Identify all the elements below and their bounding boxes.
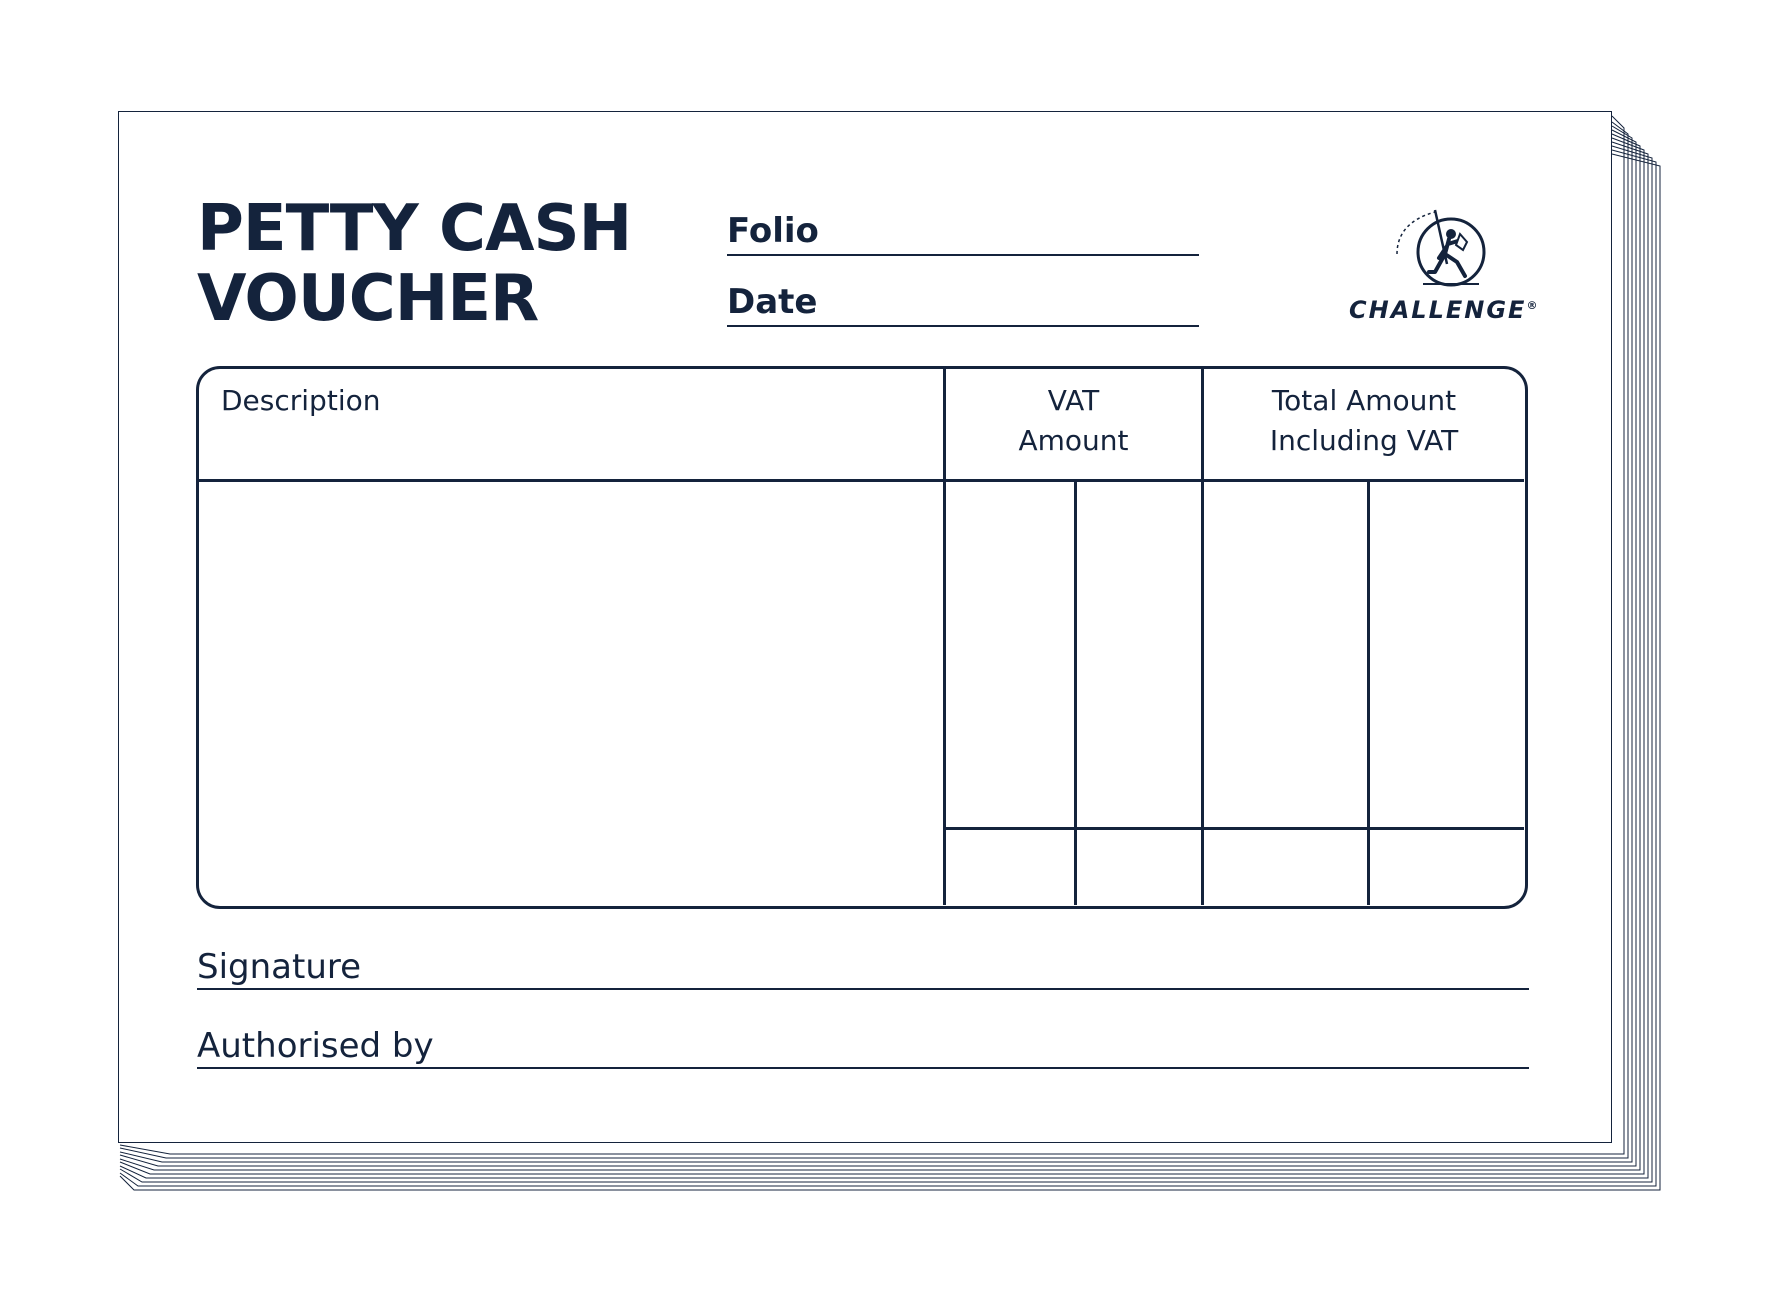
- folio-label: Folio: [727, 211, 819, 251]
- signature-label: Signature: [197, 947, 362, 987]
- vat-header-line-2: Amount: [1018, 424, 1129, 457]
- voucher-sheet: [118, 111, 1612, 1143]
- total-header-line-1: Total Amount: [1271, 384, 1457, 417]
- athlete-emblem-icon: [1339, 204, 1539, 299]
- total-amount-header: [1204, 381, 1524, 461]
- vat-total-cell-fraction[interactable]: [1077, 830, 1201, 902]
- brand-text: CHALLENGE: [1349, 296, 1527, 324]
- total-amount-cell-whole[interactable]: [1204, 482, 1367, 827]
- folio-field[interactable]: [727, 204, 1199, 256]
- total-header-line-2: Including VAT: [1269, 424, 1459, 457]
- voucher-table: [196, 366, 1528, 909]
- vat-amount-header: [946, 381, 1201, 461]
- vat-total-cell-whole[interactable]: [946, 830, 1074, 902]
- vat-amount-cell-fraction[interactable]: [1077, 482, 1201, 827]
- date-field[interactable]: [727, 275, 1199, 327]
- voucher-title: [197, 194, 631, 334]
- description-cell[interactable]: [199, 482, 943, 902]
- title-line-2: VOUCHER: [197, 262, 539, 336]
- authorised-by-field[interactable]: [197, 1021, 1529, 1069]
- registered-mark: ®: [1526, 299, 1538, 312]
- vat-amount-cell-whole[interactable]: [946, 482, 1074, 827]
- signature-field[interactable]: [197, 942, 1529, 990]
- description-header: Description: [221, 384, 381, 417]
- authorised-by-label: Authorised by: [197, 1026, 434, 1066]
- grand-total-cell-fraction[interactable]: [1370, 830, 1524, 902]
- title-line-1: PETTY CASH: [197, 192, 632, 266]
- grand-total-cell-whole[interactable]: [1204, 830, 1367, 902]
- brand-name: [1349, 296, 1537, 324]
- vat-header-line-1: VAT: [1047, 384, 1100, 417]
- date-label: Date: [727, 282, 818, 322]
- challenge-logo: [1339, 204, 1539, 334]
- total-amount-cell-fraction[interactable]: [1370, 482, 1524, 827]
